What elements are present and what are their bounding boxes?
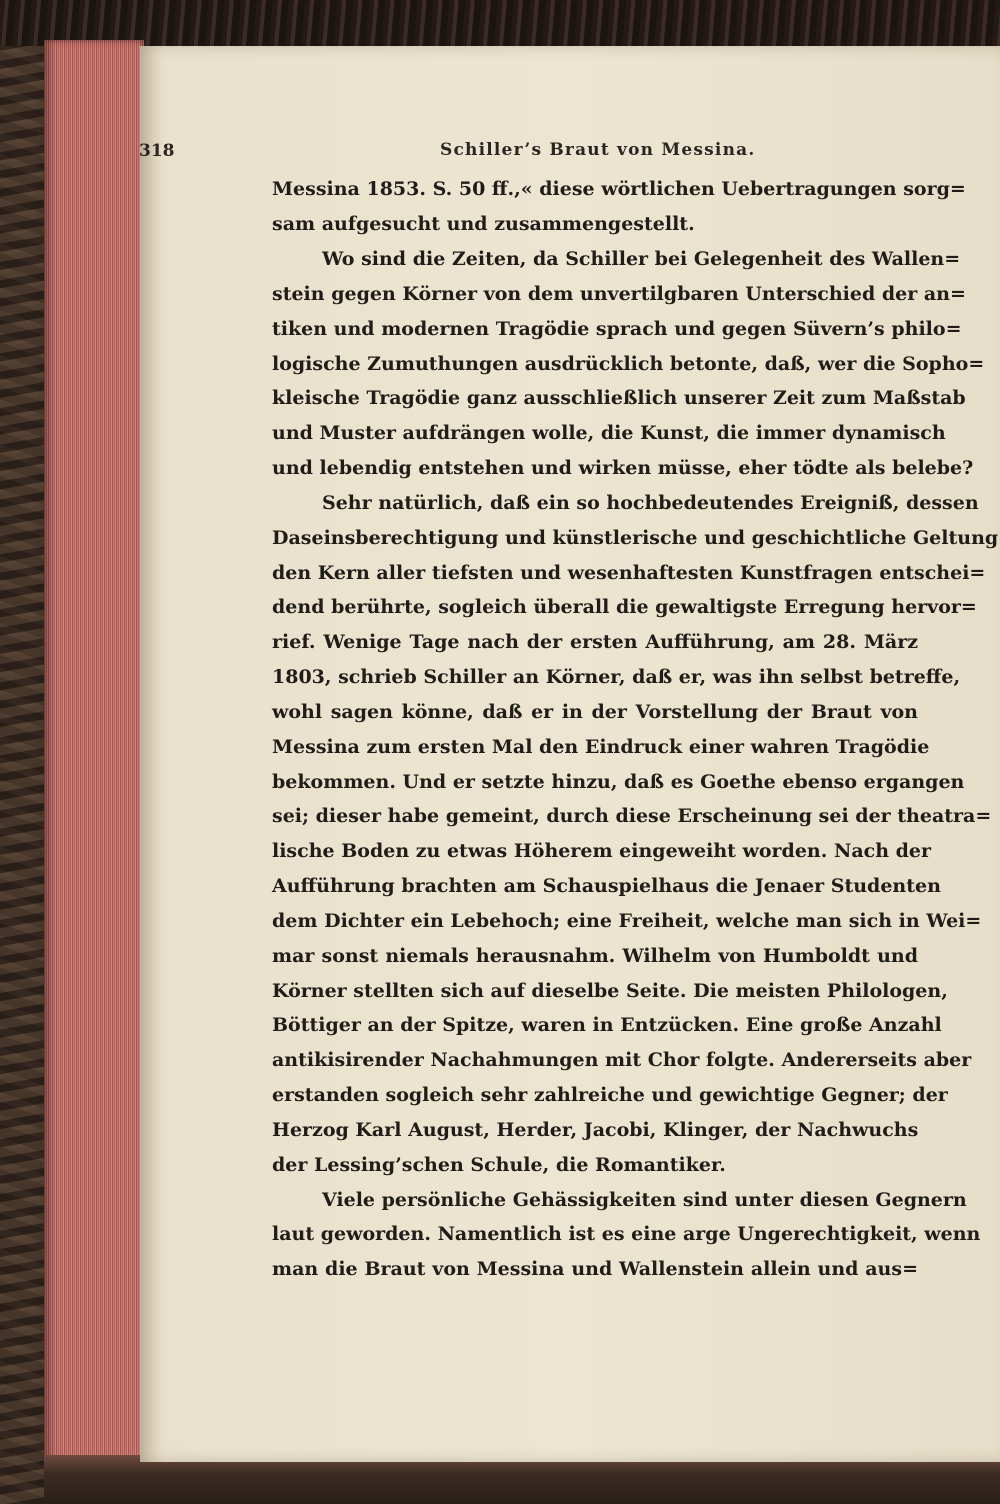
- text-line: sam aufgesucht und zusammengestellt.: [272, 213, 695, 235]
- text-line: Körner stellten sich auf dieselbe Seite. Die meisten Philologen,: [272, 980, 948, 1002]
- text-line: wohl sagen könne, daß er in der Vorstellung der Braut von: [272, 701, 918, 723]
- text-line: laut geworden. Namentlich ist es eine arge Ungerechtigkeit, wenn: [272, 1223, 981, 1245]
- text-line: und lebendig entstehen und wirken müsse, eher tödte als belebe?: [272, 457, 974, 479]
- text-line: rief. Wenige Tage nach der ersten Aufführung, am 28. März: [272, 631, 918, 653]
- binding-top-edge: [0, 0, 1000, 46]
- text-line: Herzog Karl August, Herder, Jacobi, Klinger, der Nachwuchs: [272, 1119, 919, 1141]
- page-bottom-edge: [44, 1455, 1000, 1504]
- text-line: Viele persönliche Gehässigkeiten sind unter diesen Gegnern: [322, 1189, 967, 1211]
- text-line: Messina zum ersten Mal den Eindruck einer wahren Tragödie: [272, 736, 930, 758]
- text-line: lische Boden zu etwas Höherem eingeweiht worden. Nach der: [272, 840, 932, 862]
- text-line: Daseinsberechtigung und künstlerische und geschichtliche Geltung: [272, 527, 999, 549]
- text-line: antikisirender Nachahmungen mit Chor folgte. Andererseits aber: [272, 1049, 972, 1071]
- text-line: stein gegen Körner von dem unvertilgbaren Unterschied der an=: [272, 283, 966, 305]
- page-number: 318: [139, 141, 175, 161]
- text-line: den Kern aller tiefsten und wesenhaftesten Kunstfragen entschei=: [272, 562, 986, 584]
- page-fore-edge: [44, 40, 144, 1464]
- text-line: bekommen. Und er setzte hinzu, daß es Goethe ebenso ergangen: [272, 771, 965, 793]
- text-line: Sehr natürlich, daß ein so hochbedeutendes Ereigniß, dessen: [322, 492, 979, 514]
- text-line: und Muster aufdrängen wolle, die Kunst, die immer dynamisch: [272, 422, 946, 444]
- text-line: erstanden sogleich sehr zahlreiche und gewichtige Gegner; der: [272, 1084, 948, 1106]
- marbled-cover-edge: [0, 0, 48, 1504]
- running-title: Schiller’s Braut von Messina.: [440, 140, 756, 160]
- text-line: man die Braut von Messina und Wallenstein allein und aus=: [272, 1258, 918, 1280]
- text-line: Böttiger an der Spitze, waren in Entzücken. Eine große Anzahl: [272, 1014, 942, 1036]
- text-line: tiken und modernen Tragödie sprach und gegen Süvern’s philo=: [272, 318, 962, 340]
- text-line: dem Dichter ein Lebehoch; eine Freiheit, welche man sich in Wei=: [272, 910, 982, 932]
- text-line: sei; dieser habe gemeint, durch diese Erscheinung sei der theatra=: [272, 805, 992, 827]
- text-line: der Lessing’schen Schule, die Romantiker.: [272, 1154, 726, 1176]
- text-line: mar sonst niemals herausnahm. Wilhelm von Humboldt und: [272, 945, 918, 967]
- text-line: Messina 1853. S. 50 ff.,« diese wörtlichen Uebertragungen sorg=: [272, 178, 966, 200]
- text-line: kleische Tragödie ganz ausschließlich unserer Zeit zum Maßstab: [272, 387, 966, 409]
- text-line: 1803, schrieb Schiller an Körner, daß er, was ihn selbst betreffe,: [272, 666, 961, 688]
- text-line: Wo sind die Zeiten, da Schiller bei Gelegenheit des Wallen=: [322, 248, 961, 270]
- text-line: logische Zumuthungen ausdrücklich betonte, daß, wer die Sopho=: [272, 353, 985, 375]
- text-line: dend berührte, sogleich überall die gewaltigste Erregung hervor=: [272, 596, 977, 618]
- text-line: Aufführung brachten am Schauspielhaus die Jenaer Studenten: [272, 875, 941, 897]
